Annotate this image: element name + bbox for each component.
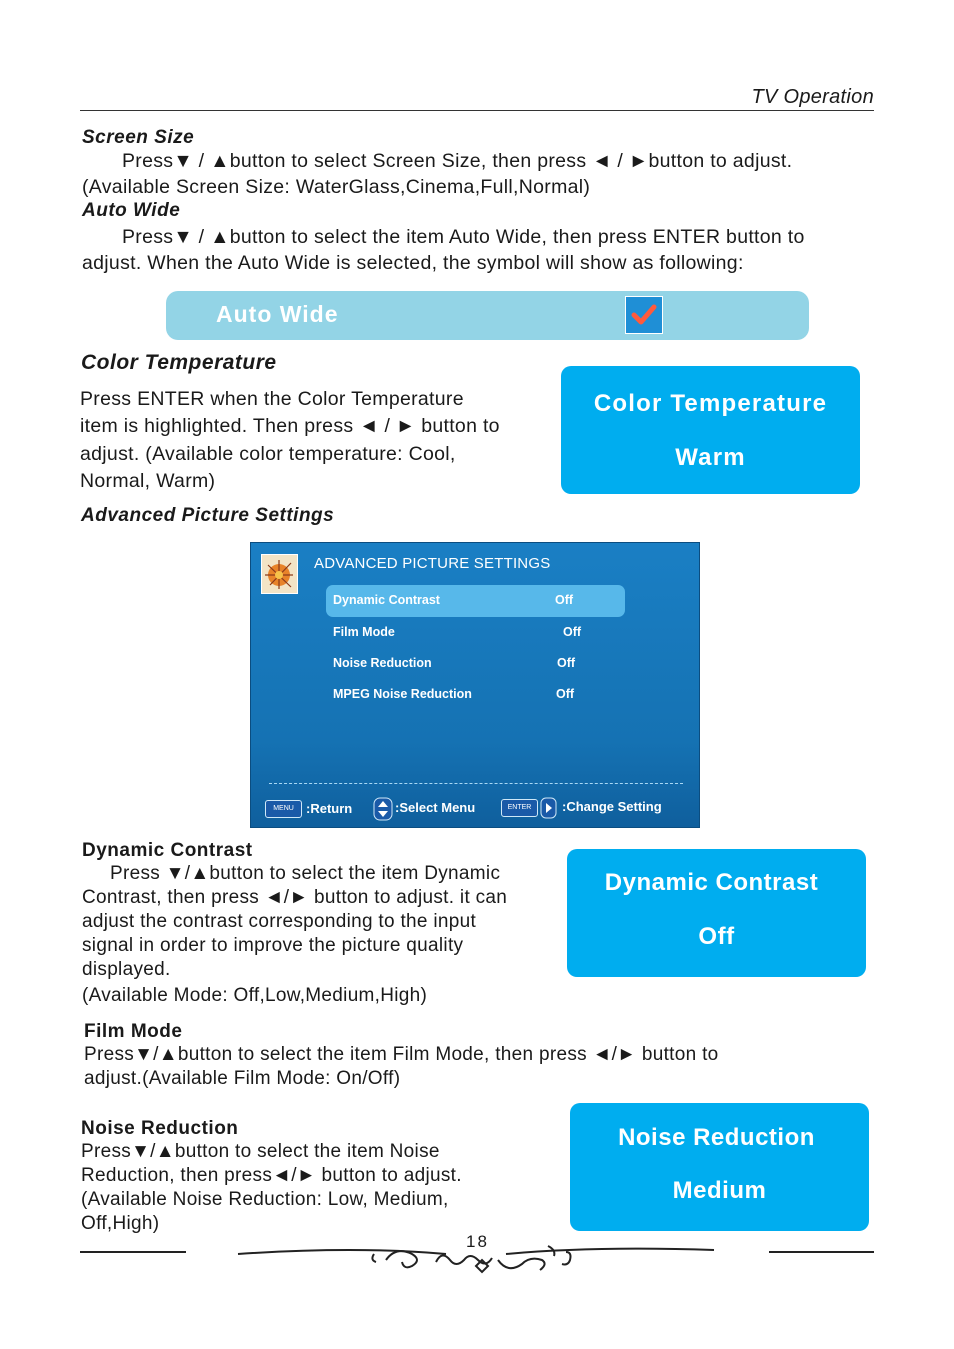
dynamic-contrast-osd xyxy=(567,849,866,977)
menu-footer-select: :Select Menu xyxy=(395,800,476,815)
auto-wide-osd-bar xyxy=(166,291,809,340)
auto-wide-line2: adjust. When the Auto Wide is selected, the symbol will show as following: xyxy=(82,252,744,274)
noise-reduction-line: Off,High) xyxy=(81,1213,160,1234)
auto-wide-title: Auto Wide xyxy=(82,200,181,221)
dynamic-contrast-title: Dynamic Contrast xyxy=(82,840,253,861)
dynamic-contrast-osd-label: Dynamic Contrast xyxy=(604,869,819,896)
dynamic-contrast-line: Press ▼/▲button to select the item Dynamic xyxy=(110,863,501,884)
menu-item-value: Off xyxy=(563,625,582,639)
film-mode-text xyxy=(84,1043,719,1091)
film-mode-line: Press▼/▲button to select the item Film Mode, then press ◄/► button to xyxy=(84,1044,719,1065)
screen-size-line1: Press▼ / ▲button to select Screen Size, then press ◄ / ►button to adjust. xyxy=(122,150,793,172)
footer-rule-left xyxy=(80,1251,186,1253)
menu-item-label: Dynamic Contrast xyxy=(333,593,440,607)
menu-footer-return: :Return xyxy=(306,801,353,816)
noise-reduction-title: Noise Reduction xyxy=(81,1118,239,1139)
auto-wide-text xyxy=(82,224,805,276)
dynamic-contrast-line: adjust the contrast corresponding to the input xyxy=(82,911,477,932)
auto-wide-osd-label: Auto Wide xyxy=(216,301,339,327)
dynamic-contrast-line: (Available Mode: Off,Low,Medium,High) xyxy=(82,985,428,1006)
dynamic-contrast-text xyxy=(82,862,507,1008)
color-temperature-line: Normal, Warm) xyxy=(80,469,216,492)
checkmark-icon xyxy=(626,297,662,333)
ornament-flourish-icon xyxy=(236,1240,716,1274)
menu-item-label: Film Mode xyxy=(333,625,395,639)
menu-item-value: Off xyxy=(556,687,575,701)
advanced-picture-title: Advanced Picture Settings xyxy=(81,505,335,526)
color-temperature-osd-value: Warm xyxy=(675,444,746,471)
auto-wide-line1: Press▼ / ▲button to select the item Auto Wide, then press ENTER button to xyxy=(122,226,805,248)
menu-item-value: Off xyxy=(555,593,574,607)
picture-thumbnail-icon xyxy=(261,554,298,594)
color-temperature-line: item is highlighted. Then press ◄ / ► button to xyxy=(80,415,500,438)
noise-reduction-line: (Available Noise Reduction: Low, Medium, xyxy=(81,1189,449,1210)
film-mode-line: adjust.(Available Film Mode: On/Off) xyxy=(84,1068,401,1089)
checkbox-checked-icon xyxy=(625,296,663,334)
menu-footer-change: :Change Setting xyxy=(562,799,662,814)
menu-title: ADVANCED PICTURE SETTINGS xyxy=(314,555,551,572)
menu-divider xyxy=(269,783,683,784)
color-temperature-osd-label: Color Temperature xyxy=(593,390,828,417)
noise-reduction-line: Reduction, then press◄/► button to adjust. xyxy=(81,1165,462,1186)
color-temperature-osd xyxy=(561,366,860,494)
noise-reduction-osd xyxy=(570,1103,869,1231)
page-number: 18 xyxy=(466,1232,489,1251)
advanced-picture-menu-screen xyxy=(250,542,700,828)
right-arrow-key-icon xyxy=(540,797,558,819)
screen-size-text xyxy=(82,148,792,200)
menu-item-value: Off xyxy=(557,656,576,670)
noise-reduction-osd-value: Medium xyxy=(672,1177,767,1204)
film-mode-title: Film Mode xyxy=(84,1021,183,1042)
screen-size-title: Screen Size xyxy=(82,127,195,148)
menu-key-icon: MENU xyxy=(265,800,302,818)
enter-key-icon: ENTER xyxy=(501,799,538,817)
menu-item-label: Noise Reduction xyxy=(333,656,432,670)
color-temperature-title: Color Temperature xyxy=(81,351,277,374)
noise-reduction-line: Press▼/▲button to select the item Noise xyxy=(81,1141,440,1162)
color-temperature-line: adjust. (Available color temperature: Cool, xyxy=(80,442,456,465)
dynamic-contrast-osd-value: Off xyxy=(698,923,735,950)
color-temperature-text xyxy=(80,386,500,495)
dynamic-contrast-line: signal in order to improve the picture quality xyxy=(82,935,464,956)
header-section-title: TV Operation xyxy=(751,86,874,108)
footer-rule-right xyxy=(769,1251,874,1253)
screen-size-line2: (Available Screen Size: WaterGlass,Cinema,Full,Normal) xyxy=(82,176,591,198)
noise-reduction-text xyxy=(81,1140,462,1236)
dynamic-contrast-line: displayed. xyxy=(82,959,171,980)
up-down-arrows-icon xyxy=(373,797,393,821)
header-rule xyxy=(80,110,874,111)
color-temperature-line: Press ENTER when the Color Temperature xyxy=(80,388,464,410)
noise-reduction-osd-label: Noise Reduction xyxy=(618,1124,815,1151)
dynamic-contrast-line: Contrast, then press ◄/► button to adjust. it can xyxy=(82,887,508,908)
menu-item-label: MPEG Noise Reduction xyxy=(333,687,472,701)
